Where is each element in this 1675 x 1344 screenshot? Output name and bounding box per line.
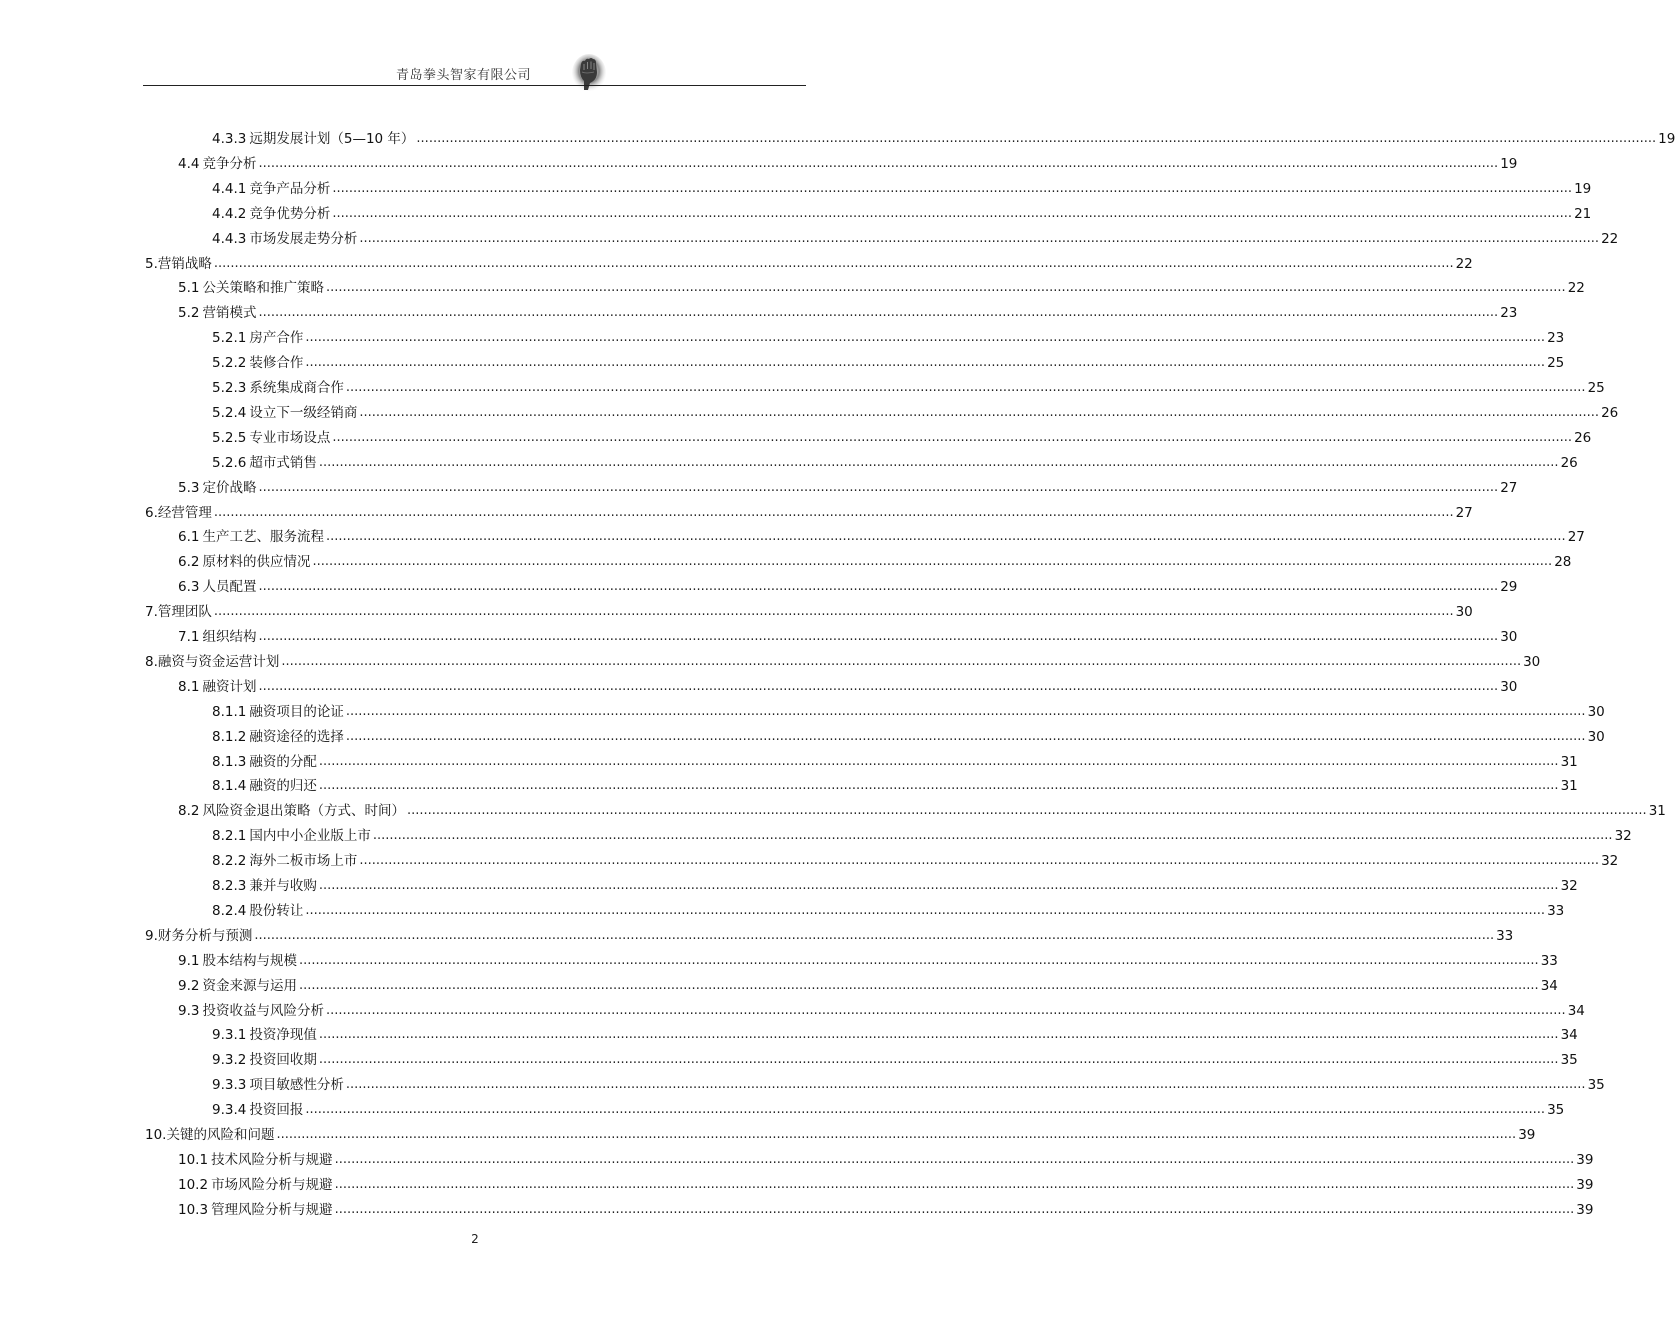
toc-entry-number: 5. <box>145 255 158 272</box>
toc-entry[interactable] <box>212 1047 1578 1069</box>
toc-entry-page: 22 <box>1601 230 1619 247</box>
toc-entry-label: 远期发展计划（5—10 年） <box>249 131 415 147</box>
toc-leader-dots: ............................................................................................................................................................................................................................................................................................................ <box>254 927 1495 943</box>
toc-entry[interactable] <box>178 998 1585 1020</box>
toc-entry[interactable] <box>212 400 1619 422</box>
toc-entry-number: 4.4 <box>178 155 200 172</box>
toc-leader-dots: ............................................................................................................................................................................................................................................................................................................ <box>359 404 1600 420</box>
toc-entry-page: 33 <box>1540 952 1558 969</box>
toc-leader-dots: ............................................................................................................................................................................................................................................................................................................ <box>325 529 1566 545</box>
toc-entry-number: 9.3.1 <box>212 1027 247 1044</box>
toc-entry-label: 管理风险分析与规避 <box>211 1201 333 1218</box>
toc-leader-dots: ............................................................................................................................................................................................................................................................................................................ <box>372 828 1613 844</box>
toc-entry-label: 经营管理 <box>157 504 212 521</box>
toc-entry-page: 39 <box>1518 1127 1536 1143</box>
toc-entry[interactable] <box>178 574 1518 596</box>
toc-entry-label: 生产工艺、服务流程 <box>202 529 324 546</box>
toc-entry[interactable] <box>178 300 1518 322</box>
toc-leader-dots: ............................................................................................................................................................................................................................................................................................................ <box>276 1127 1517 1142</box>
toc-leader-dots: ............................................................................................................................................................................................................................................................................................................ <box>213 604 1454 620</box>
toc-entry-label: 管理团队 <box>157 604 212 621</box>
toc-leader-dots: ............................................................................................................................................................................................................................................................................................................ <box>318 1052 1559 1068</box>
toc-entry[interactable] <box>145 649 1541 671</box>
toc-entry[interactable] <box>212 773 1578 795</box>
toc-entry[interactable] <box>212 848 1619 870</box>
toc-entry-page: 30 <box>1523 653 1541 670</box>
toc-entry-label: 市场发展走势分析 <box>249 230 358 247</box>
toc-entry[interactable] <box>145 1122 1536 1144</box>
toc-entry[interactable] <box>178 624 1518 646</box>
toc-entry-page: 35 <box>1587 1077 1605 1094</box>
toc-entry[interactable] <box>212 898 1565 920</box>
toc-entry-label: 市场风险分析与规避 <box>211 1176 333 1193</box>
toc-entry[interactable] <box>178 151 1518 173</box>
toc-entry-label: 股本结构与规模 <box>202 952 297 969</box>
toc-entry-page: 26 <box>1574 429 1592 446</box>
toc-leader-dots: ............................................................................................................................................................................................................................................................................................................ <box>281 653 1522 669</box>
toc-leader-dots: ............................................................................................................................................................................................................................................................................................................ <box>334 1176 1575 1192</box>
toc-entry-number: 4.4.1 <box>212 180 247 197</box>
toc-entry-number: 8.1 <box>178 678 200 695</box>
toc-leader-dots: ............................................................................................................................................................................................................................................................................................................ <box>298 977 1539 993</box>
toc-entry-label: 风险资金退出策略（方式、时间） <box>202 803 405 820</box>
toc-entry-label: 投资净现值 <box>249 1027 317 1044</box>
toc-entry-label: 营销战略 <box>157 255 212 272</box>
toc-entry-number: 7.1 <box>178 629 200 645</box>
toc-entry[interactable] <box>212 126 1675 148</box>
toc-entry-number: 8.2.2 <box>212 853 247 870</box>
toc-leader-dots: ............................................................................................................................................................................................................................................................................................................ <box>325 1002 1566 1018</box>
toc-entry-page: 32 <box>1614 828 1632 845</box>
toc-leader-dots: ............................................................................................................................................................................................................................................................................................................ <box>258 629 1499 644</box>
toc-entry-number: 8.1.3 <box>212 753 247 770</box>
toc-entry-page: 26 <box>1560 454 1578 471</box>
toc-entry[interactable] <box>212 425 1592 447</box>
toc-entry-label: 融资与资金运营计划 <box>157 653 280 670</box>
toc-entry-page: 23 <box>1500 305 1518 322</box>
toc-entry-number: 4.3.3 <box>212 131 247 147</box>
toc-entry[interactable] <box>212 873 1578 895</box>
toc-entry-number: 6.1 <box>178 529 200 546</box>
toc-entry-number: 9.3.4 <box>212 1102 247 1119</box>
toc-entry[interactable] <box>145 500 1473 522</box>
toc-entry[interactable] <box>212 724 1605 746</box>
toc-entry-page: 30 <box>1455 604 1473 621</box>
toc-leader-dots: ............................................................................................................................................................................................................................................................................................................ <box>312 554 1553 570</box>
toc-leader-dots: ............................................................................................................................................................................................................................................................................................................ <box>258 678 1499 694</box>
toc-leader-dots: ............................................................................................................................................................................................................................................................................................................ <box>416 131 1657 146</box>
toc-entry-page: 33 <box>1496 927 1514 944</box>
toc-entry-page: 25 <box>1587 380 1605 396</box>
toc-entry-number: 5.2.4 <box>212 404 247 421</box>
toc-leader-dots: ............................................................................................................................................................................................................................................................................................................ <box>332 205 1573 221</box>
toc-entry-label: 竞争产品分析 <box>249 180 331 197</box>
toc-entry-page: 31 <box>1560 778 1578 795</box>
toc-entry-number: 4.4.2 <box>212 205 247 222</box>
toc-entry-label: 股份转让 <box>249 902 304 919</box>
toc-leader-dots: ............................................................................................................................................................................................................................................................................................................ <box>345 728 1586 744</box>
toc-leader-dots: ............................................................................................................................................................................................................................................................................................................ <box>298 952 1539 968</box>
toc-entry-label: 投资回报 <box>249 1102 304 1119</box>
toc-entry-page: 27 <box>1500 479 1518 496</box>
toc-entry-number: 8.1.1 <box>212 703 247 720</box>
toc-entry-label: 融资计划 <box>202 678 257 695</box>
toc-entry-number: 5.2 <box>178 305 200 322</box>
header-rule <box>143 85 806 86</box>
toc-leader-dots: ............................................................................................................................................................................................................................................................................................................ <box>318 1027 1559 1043</box>
toc-entry-page: 30 <box>1500 678 1518 695</box>
toc-entry-number: 8.1.2 <box>212 728 247 745</box>
toc-entry-label: 兼并与收购 <box>249 878 317 894</box>
toc-entry[interactable] <box>212 201 1592 223</box>
toc-entry-number: 9.3 <box>178 1002 200 1019</box>
toc-entry-number: 8.2 <box>178 803 200 820</box>
toc-entry-number: 5.2.5 <box>212 429 247 446</box>
toc-entry-number: 5.3 <box>178 479 200 496</box>
toc-entry-label: 房产合作 <box>249 330 304 347</box>
toc-entry-label: 融资的分配 <box>249 753 317 770</box>
toc-entry-number: 10.3 <box>178 1201 209 1218</box>
toc-entry-number: 9.1 <box>178 952 200 969</box>
toc-entry-number: 8.1.4 <box>212 778 247 795</box>
toc-entry-label: 投资收益与风险分析 <box>202 1002 324 1019</box>
toc-entry-page: 27 <box>1567 529 1585 546</box>
toc-leader-dots: ............................................................................................................................................................................................................................................................................................................ <box>345 380 1586 395</box>
toc-leader-dots: ............................................................................................................................................................................................................................................................................................................ <box>305 355 1546 371</box>
toc-entry-page: 35 <box>1560 1052 1578 1069</box>
toc-entry[interactable] <box>212 823 1632 845</box>
toc-entry[interactable] <box>212 1072 1605 1094</box>
toc-leader-dots: ............................................................................................................................................................................................................................................................................................................ <box>318 454 1559 470</box>
toc-entry-number: 5.2.2 <box>212 355 247 372</box>
toc-entry-label: 设立下一级经销商 <box>249 404 358 421</box>
toc-leader-dots: ............................................................................................................................................................................................................................................................................................................ <box>305 1102 1546 1118</box>
toc-entry-page: 34 <box>1540 977 1558 994</box>
toc-entry-label: 资金来源与运用 <box>202 977 297 994</box>
toc-entry-label: 项目敏感性分析 <box>249 1077 344 1094</box>
toc-entry-number: 9. <box>145 927 158 944</box>
toc-entry-number: 8.2.3 <box>212 878 247 894</box>
toc-entry-page: 22 <box>1567 280 1585 297</box>
toc-entry-page: 19 <box>1658 131 1675 147</box>
toc-entry-label: 竞争分析 <box>202 155 257 172</box>
toc-entry-label: 营销模式 <box>202 305 257 322</box>
toc-entry-number: 10.2 <box>178 1176 209 1193</box>
toc-entry-page: 39 <box>1576 1176 1594 1193</box>
toc-leader-dots: ............................................................................................................................................................................................................................................................................................................ <box>406 803 1647 819</box>
toc-entry-label: 定价战略 <box>202 479 257 496</box>
toc-entry-page: 29 <box>1500 579 1518 596</box>
toc-entry[interactable] <box>178 973 1558 995</box>
toc-entry-page: 19 <box>1574 180 1592 197</box>
toc-entry-label: 系统集成商合作 <box>249 380 344 396</box>
toc-entry[interactable] <box>178 475 1518 497</box>
toc-entry-number: 5.2.1 <box>212 330 247 347</box>
toc-entry[interactable] <box>145 251 1473 273</box>
toc-entry-label: 技术风险分析与规避 <box>211 1151 333 1168</box>
toc-entry-label: 关键的风险和问题 <box>166 1127 275 1143</box>
toc-entry-number: 5.2.3 <box>212 380 247 396</box>
toc-entry[interactable] <box>178 275 1585 297</box>
company-name: 青岛拳头智家有限公司 <box>396 68 532 83</box>
toc-entry[interactable] <box>212 749 1578 771</box>
toc-entry-page: 39 <box>1576 1201 1594 1218</box>
toc-entry-page: 30 <box>1587 728 1605 745</box>
toc-entry[interactable] <box>212 375 1605 397</box>
toc-leader-dots: ............................................................................................................................................................................................................................................................................................................ <box>318 878 1559 893</box>
toc-entry[interactable] <box>212 350 1565 372</box>
toc-entry-label: 人员配置 <box>202 579 257 596</box>
toc-leader-dots: ............................................................................................................................................................................................................................................................................................................ <box>332 429 1573 445</box>
toc-entry-page: 27 <box>1455 504 1473 521</box>
toc-entry-page: 39 <box>1576 1151 1594 1168</box>
toc-leader-dots: ............................................................................................................................................................................................................................................................................................................ <box>325 280 1566 296</box>
toc-leader-dots: ............................................................................................................................................................................................................................................................................................................ <box>334 1151 1575 1167</box>
toc-entry-label: 专业市场设点 <box>249 429 331 446</box>
toc-entry-page: 26 <box>1601 404 1619 421</box>
toc-entry-number: 5.2.6 <box>212 454 247 471</box>
toc-entry-number: 5.1 <box>178 280 200 297</box>
toc-entry-page: 34 <box>1560 1027 1578 1044</box>
fist-logo-icon <box>572 52 606 92</box>
toc-entry-label: 原材料的供应情况 <box>202 554 311 571</box>
toc-entry-number: 6.3 <box>178 579 200 596</box>
toc-entry[interactable] <box>178 948 1558 970</box>
toc-leader-dots: ............................................................................................................................................................................................................................................................................................................ <box>305 902 1546 918</box>
toc-leader-dots: ............................................................................................................................................................................................................................................................................................................ <box>345 1077 1586 1093</box>
toc-entry[interactable] <box>212 1022 1578 1044</box>
toc-leader-dots: ............................................................................................................................................................................................................................................................................................................ <box>213 255 1454 271</box>
toc-entry-number: 4.4.3 <box>212 230 247 247</box>
toc-entry-label: 公关策略和推广策略 <box>202 280 324 297</box>
toc-entry[interactable] <box>178 1147 1594 1169</box>
toc-entry-label: 财务分析与预测 <box>157 927 253 944</box>
toc-entry-number: 7. <box>145 604 158 621</box>
toc-entry-number: 8.2.1 <box>212 828 247 845</box>
toc-entry-page: 28 <box>1554 554 1572 571</box>
toc-leader-dots: ............................................................................................................................................................................................................................................................................................................ <box>213 504 1454 520</box>
toc-entry-label: 融资的归还 <box>249 778 317 795</box>
toc-leader-dots: ............................................................................................................................................................................................................................................................................................................ <box>359 853 1600 869</box>
toc-entry-label: 超市式销售 <box>249 454 317 471</box>
toc-entry-label: 投资回收期 <box>249 1052 317 1069</box>
toc-entry-page: 35 <box>1547 1102 1565 1119</box>
toc-entry-label: 装修合作 <box>249 355 304 372</box>
toc-entry-number: 9.2 <box>178 977 200 994</box>
toc-entry-label: 竞争优势分析 <box>249 205 331 222</box>
toc-entry[interactable] <box>178 1197 1594 1219</box>
toc-entry-number: 6.2 <box>178 554 200 571</box>
toc-entry-label: 融资途径的选择 <box>249 728 344 745</box>
toc-entry-page: 32 <box>1601 853 1619 870</box>
toc-entry-number: 9.3.3 <box>212 1077 247 1094</box>
toc-leader-dots: ............................................................................................................................................................................................................................................................................................................ <box>258 305 1499 321</box>
toc-entry[interactable] <box>212 1097 1565 1119</box>
toc-entry[interactable] <box>145 923 1514 945</box>
toc-entry[interactable] <box>212 699 1605 721</box>
toc-leader-dots: ............................................................................................................................................................................................................................................................................................................ <box>345 703 1586 719</box>
toc-entry[interactable] <box>145 599 1473 621</box>
toc-entry-page: 31 <box>1648 803 1666 820</box>
toc-leader-dots: ............................................................................................................................................................................................................................................................................................................ <box>332 180 1573 196</box>
toc-entry-label: 组织结构 <box>202 629 257 645</box>
toc-entry-page: 30 <box>1587 703 1605 720</box>
toc-leader-dots: ............................................................................................................................................................................................................................................................................................................ <box>334 1201 1575 1217</box>
toc-entry[interactable] <box>212 226 1619 248</box>
toc-entry[interactable] <box>178 549 1572 571</box>
page-number: 2 <box>471 1232 479 1246</box>
toc-leader-dots: ............................................................................................................................................................................................................................................................................................................ <box>318 778 1559 794</box>
toc-entry-page: 25 <box>1547 355 1565 372</box>
toc-entry-page: 33 <box>1547 902 1565 919</box>
toc-entry[interactable] <box>212 176 1592 198</box>
toc-entry-page: 32 <box>1560 878 1578 894</box>
toc-leader-dots: ............................................................................................................................................................................................................................................................................................................ <box>318 753 1559 769</box>
toc-entry[interactable] <box>178 798 1666 820</box>
toc-entry-label: 融资项目的论证 <box>249 703 344 720</box>
toc-entry-page: 19 <box>1500 155 1518 172</box>
toc-entry-number: 8.2.4 <box>212 902 247 919</box>
toc-entry-number: 10.1 <box>178 1151 209 1168</box>
toc-entry[interactable] <box>178 674 1518 696</box>
toc-leader-dots: ............................................................................................................................................................................................................................................................................................................ <box>258 579 1499 595</box>
toc-entry[interactable] <box>178 1172 1594 1194</box>
toc-entry-page: 30 <box>1500 629 1518 645</box>
toc-entry-number: 10. <box>145 1127 167 1143</box>
toc-entry-number: 6. <box>145 504 158 521</box>
toc-entry-page: 21 <box>1574 205 1592 222</box>
toc-entry-page: 22 <box>1455 255 1473 272</box>
toc-entry-label: 海外二板市场上市 <box>249 853 358 870</box>
toc-entry-page: 31 <box>1560 753 1578 770</box>
toc-entry-label: 国内中小企业版上市 <box>249 828 371 845</box>
toc-leader-dots: ............................................................................................................................................................................................................................................................................................................ <box>258 479 1499 495</box>
toc-leader-dots: ............................................................................................................................................................................................................................................................................................................ <box>305 330 1546 346</box>
toc-entry[interactable] <box>212 450 1578 472</box>
toc-leader-dots: ............................................................................................................................................................................................................................................................................................................ <box>258 155 1499 171</box>
toc-entry-number: 8. <box>145 653 158 670</box>
toc-entry[interactable] <box>212 325 1565 347</box>
toc-entry-number: 9.3.2 <box>212 1052 247 1069</box>
toc-entry-page: 23 <box>1547 330 1565 347</box>
toc-leader-dots: ............................................................................................................................................................................................................................................................................................................ <box>359 230 1600 246</box>
toc-entry-page: 34 <box>1567 1002 1585 1019</box>
toc-entry[interactable] <box>178 524 1585 546</box>
